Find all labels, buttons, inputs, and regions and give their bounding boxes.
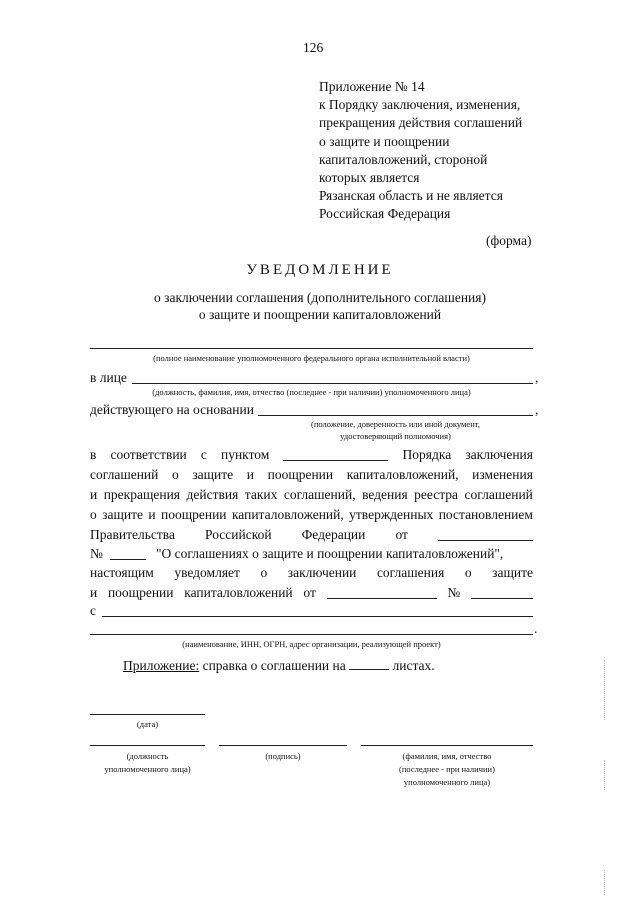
word: соглашений, [283, 487, 356, 502]
word: утвержденных [349, 507, 434, 522]
page-number: 126 [303, 40, 324, 55]
form-label: (форма) [486, 233, 532, 248]
authority-field[interactable] [90, 348, 533, 349]
subtitle-line: о заключении соглашения (дополнительного соглашения) [154, 290, 486, 305]
organization-field-2[interactable] [90, 634, 533, 635]
word: Порядка [402, 447, 452, 462]
word: таких [244, 487, 278, 502]
word: Российской [205, 527, 272, 542]
basis-field[interactable] [258, 415, 533, 416]
appendix-line: которых является [319, 170, 420, 186]
sheets-field[interactable] [349, 659, 389, 670]
appendix-line: Приложение № 14 [319, 79, 425, 94]
word: и [246, 467, 254, 482]
body-line-8 [90, 586, 533, 600]
clause-field[interactable] [283, 448, 388, 461]
document-title: УВЕДОМЛЕНИЕ [246, 262, 394, 278]
word: заключения [465, 447, 533, 462]
date-caption: (дата) [136, 719, 159, 729]
word: о [90, 507, 97, 522]
body-line-2 [90, 468, 533, 482]
word: поощрении [267, 467, 334, 482]
appendix-block [319, 78, 522, 224]
word: капиталовложений, [346, 467, 459, 482]
word: и [90, 585, 98, 600]
word: капиталовложений, [231, 507, 344, 522]
word: уведомляет [174, 565, 240, 580]
fullname-field[interactable] [361, 745, 533, 746]
word: от [395, 527, 408, 542]
comma: , [535, 370, 539, 385]
appendix-line: капиталовложений, стороной [319, 151, 488, 167]
attachment-text: справка о соглашении на [202, 658, 346, 673]
word: о [464, 565, 472, 580]
scan-mark [604, 660, 605, 720]
word: соглашения [376, 565, 445, 580]
acting-basis-label: действующего на основании [90, 402, 254, 417]
body-line-4 [90, 508, 533, 522]
word: от [303, 585, 316, 600]
subtitle-line: о защите и поощрении капиталовложений [198, 307, 442, 322]
body-line-7 [90, 566, 533, 580]
word: заключении [287, 565, 357, 580]
word: соответствии [110, 447, 187, 462]
word: действия [186, 487, 239, 502]
word: прекращения [103, 487, 181, 502]
signature-field[interactable] [219, 745, 347, 746]
appendix-line: к Порядку заключения, изменения, [319, 97, 521, 113]
word: в [90, 447, 97, 462]
fullname-caption-1: (фамилия, имя, отчество [402, 751, 492, 761]
in-person-label: в лице [90, 370, 127, 385]
basis-caption-2: удостоверяющий полномочия) [340, 431, 451, 441]
word: защите [492, 565, 533, 580]
word: ведения [362, 487, 408, 502]
decree-date-field[interactable] [438, 528, 533, 541]
word: о [171, 467, 179, 482]
word: капиталовложений [184, 585, 293, 600]
number-sign: № [90, 546, 103, 561]
with-label: с [90, 603, 96, 618]
attachment-label: Приложение: [123, 658, 200, 673]
attachment-line [123, 659, 435, 673]
word: настоящим [90, 565, 154, 580]
comma: , [535, 402, 539, 417]
authority-caption: (полное наименование уполномоченного федерального органа исполнительной власти) [153, 353, 470, 363]
word: пунктом [220, 447, 270, 462]
word: соглашений [464, 487, 533, 502]
scan-mark [604, 760, 605, 790]
appendix-line: Российская Федерация [319, 206, 451, 222]
appendix-line: Рязанская область и не является [319, 188, 503, 204]
decree-title: "О соглашениях о защите и поощрении капиталовложений", [156, 546, 504, 561]
position-field[interactable] [90, 745, 205, 746]
word: Федерации [301, 527, 366, 542]
basis-caption-1: (положение, доверенность или иной документ, [311, 419, 480, 429]
word: поощрении [107, 585, 174, 600]
word: защите [102, 507, 143, 522]
position-caption-2: уполномоченного лица) [104, 764, 191, 774]
organization-caption: (наименование, ИНН, ОГРН, адрес организации, реализующей проект) [182, 639, 441, 649]
date-field[interactable] [90, 714, 205, 715]
word: изменения [472, 467, 533, 482]
fullname-caption-2: (последнее - при наличии) [399, 764, 495, 774]
fullname-caption-3: уполномоченного лица) [403, 777, 491, 787]
body-line-1 [90, 448, 533, 462]
body-line-3 [90, 488, 533, 502]
word: реестра [414, 487, 459, 502]
word: с [200, 447, 207, 462]
signature-caption: (подпись) [265, 751, 301, 761]
appendix-line: о защите и поощрении [319, 133, 450, 149]
person-field[interactable] [132, 383, 533, 384]
word: поощрении [161, 507, 227, 522]
word: соглашений [90, 467, 159, 482]
word: защите [192, 467, 234, 482]
word: постановлением [438, 507, 533, 522]
position-caption-1: (должность [126, 751, 169, 761]
word: о [260, 565, 268, 580]
agreement-number-field[interactable] [471, 586, 533, 599]
decree-number-field[interactable] [110, 559, 146, 560]
word: Правительства [90, 527, 175, 542]
body-line-5 [90, 528, 533, 542]
agreement-date-field[interactable] [327, 586, 437, 599]
period: . [534, 621, 538, 636]
word: и [148, 507, 156, 522]
appendix-line: прекращения действия соглашений [319, 115, 523, 131]
organization-field[interactable] [102, 616, 533, 617]
person-caption: (должность, фамилия, имя, отчество (последнее - при наличии) уполномоченного лица) [152, 387, 471, 397]
attachment-suffix: листах. [392, 658, 435, 673]
word: № [447, 585, 461, 600]
word: и [90, 487, 98, 502]
scan-mark [604, 870, 605, 895]
